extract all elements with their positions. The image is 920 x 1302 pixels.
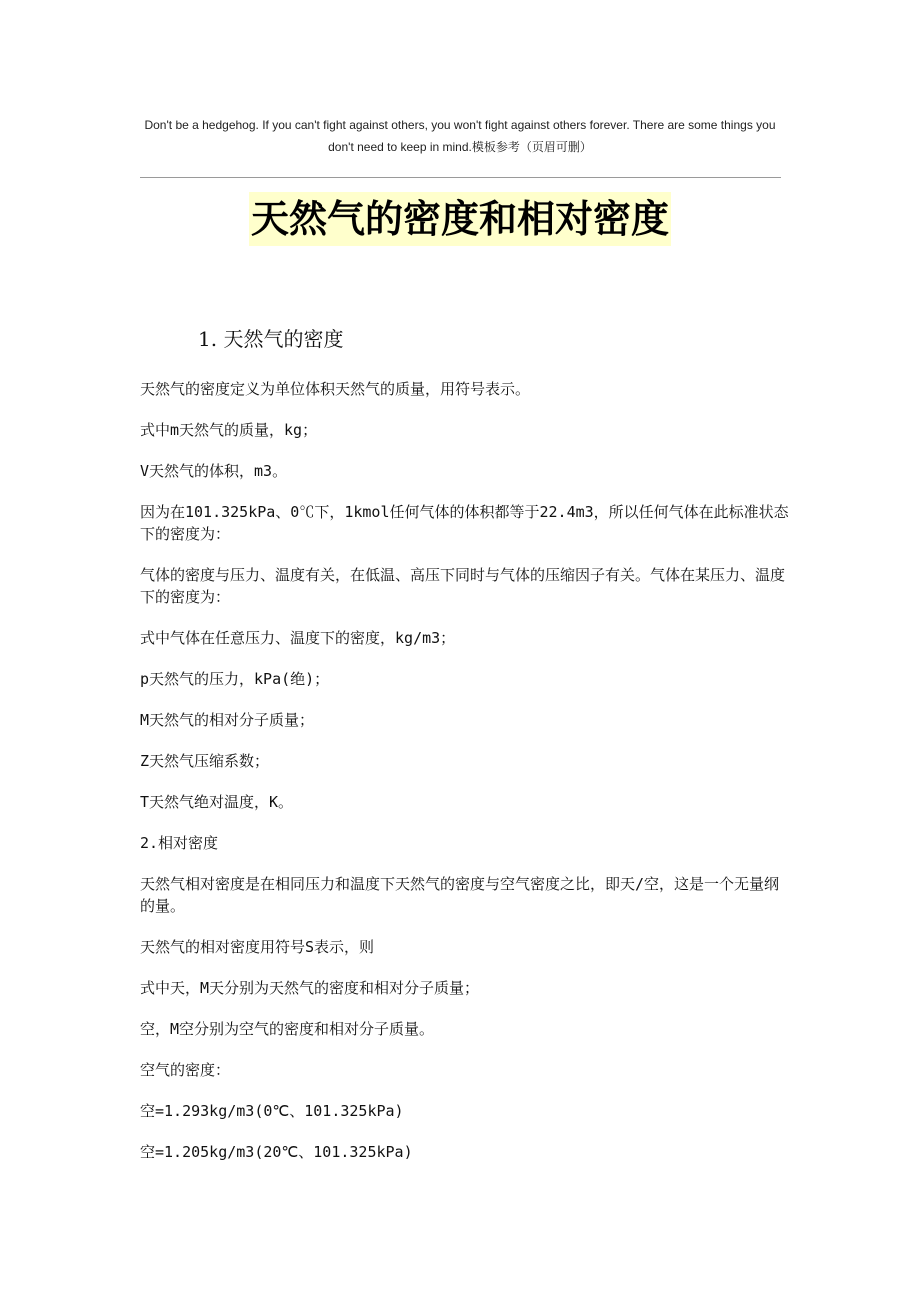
paragraph-standard-state: 因为在101.325kPa、0℃下，1kmol任何气体的体积都等于22.4m3，所以任何气体在此标准状态下的密度为：	[140, 503, 789, 543]
paragraph-relative-density-symbol: 天然气的相对密度用符号S表示，则	[140, 938, 375, 956]
document-body	[140, 378, 790, 1182]
header-note: Don't be a hedgehog. If you can't fight against others, you won't fight against others forever. There are some things you don't need to keep in mind.模板参考（页眉可删）	[144, 118, 776, 154]
paragraph-molecular-mass-symbol: M天然气的相对分子质量；	[140, 711, 315, 729]
document-title: 天然气的密度和相对密度	[249, 192, 671, 246]
paragraph-air-density-0c: 空=1.293kg/m3(0℃、101.325kPa)	[140, 1102, 404, 1120]
title-container	[0, 192, 920, 246]
paragraph-temperature-symbol: T天然气绝对温度，K。	[140, 793, 294, 811]
header-divider	[140, 177, 781, 178]
section-heading-density: 1. 天然气的密度	[198, 327, 344, 351]
paragraph-gas-density-symbol: 式中气体在任意压力、温度下的密度，kg/m3；	[140, 629, 456, 647]
paragraph-mass-symbol: 式中m天然气的质量，kg；	[140, 421, 318, 439]
paragraph-air-symbols: 空，M空分别为空气的密度和相对分子质量。	[140, 1020, 435, 1038]
paragraph-air-density-label: 空气的密度：	[140, 1061, 231, 1079]
paragraph-compressibility-symbol: Z天然气压缩系数；	[140, 752, 270, 770]
section-heading-relative-density: 2.相对密度	[140, 834, 219, 852]
paragraph-relative-density-definition: 天然气相对密度是在相同压力和温度下天然气的密度与空气密度之比，即天/空，这是一个无量纲的量。	[140, 875, 780, 915]
paragraph-natural-gas-symbols: 式中天，M天分别为天然气的密度和相对分子质量；	[140, 979, 480, 997]
paragraph-pressure-symbol: p天然气的压力，kPa(绝)；	[140, 670, 330, 688]
paragraph-volume-symbol: V天然气的体积，m3。	[140, 462, 288, 480]
paragraph-density-pressure-temperature: 气体的密度与压力、温度有关，在低温、高压下同时与气体的压缩因子有关。气体在某压力、温度下的密度为：	[140, 566, 786, 606]
paragraph-air-density-20c: 空=1.205kg/m3(20℃、101.325kPa)	[140, 1143, 413, 1161]
paragraph-density-definition: 天然气的密度定义为单位体积天然气的质量，用符号表示。	[140, 380, 531, 398]
